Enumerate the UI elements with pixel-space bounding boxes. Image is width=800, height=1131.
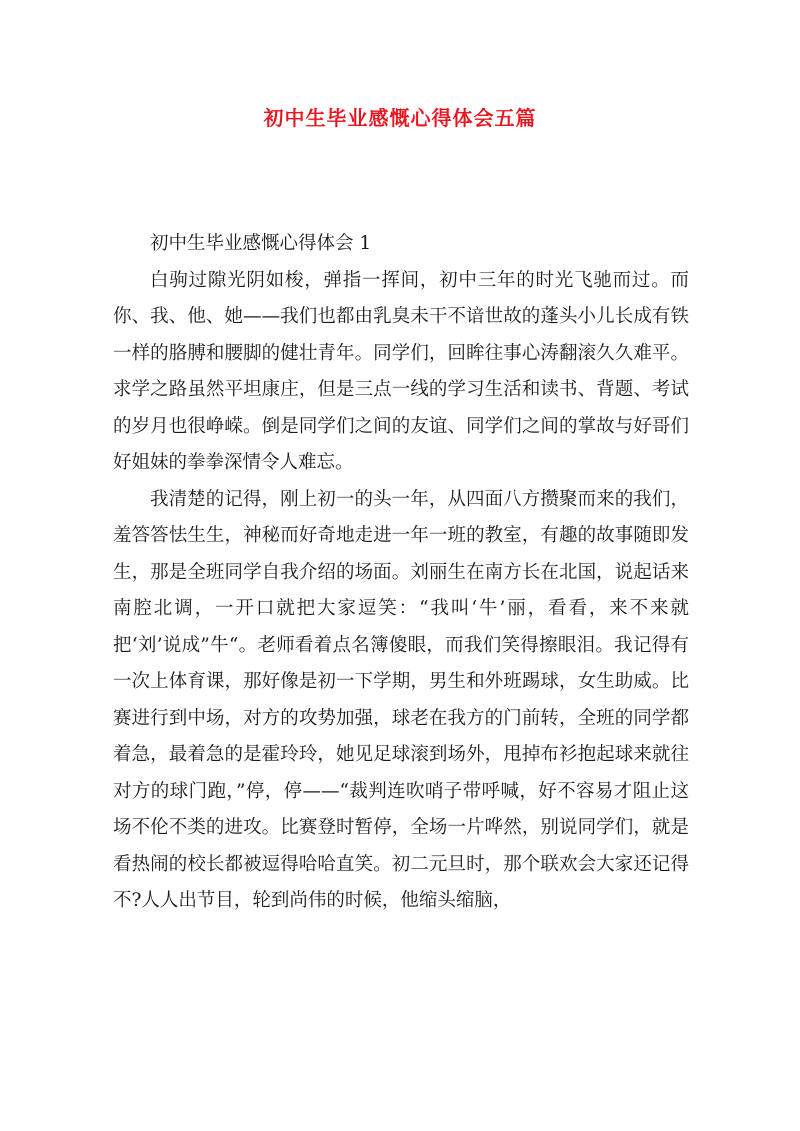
section-heading: 初中生毕业感慨心得体会 1	[150, 233, 372, 254]
paragraph-1: 白驹过隙光阴如梭，弹指一挥间，初中三年的时光飞驰而过。而你、我、他、她——我们也都由乳臭未干不谙世故的蓬头小儿长成有铁一样的胳膊和腰脚的健壮青年。同学们，回眸往事心涛翻滚久久难平。求学之路虽然平坦康庄，但是三点一线的学习生活和读书、背题、考试的岁月也很峥嵘。倒是同学们之间的友谊、同学们之间的掌故与好哥们好姐妹的拳拳深情令人难忘。	[113, 269, 689, 473]
document-title: 初中生毕业感慨心得体会五篇	[263, 106, 537, 130]
paragraph-2: 我清楚的记得，刚上初一的头一年，从四面八方攒聚而来的我们，羞答答怯生生，神秘而好奇地走进一年一班的教室，有趣的故事随即发生，那是全班同学自我介绍的场面。刘丽生在南方长在北国，说起话来南腔北调，一开口就把大家逗笑：“我叫‘牛’丽，看看，来不来就把‘刘’说成”牛“。老师看着点名簿傻眼，而我们笑得擦眼泪。我记得有一次上体育课，那好像是初一下学期，男生和外班踢球，女生助威。比赛进行到中场，对方的攻势加强，球老在我方的门前转，全班的同学都着急，最着急的是霍玲玲，她见足球滚到场外，甩掉布衫抱起球来就往对方的球门跑，”停，停——“裁判连吹哨子带呼喊，好不容易才阻止这场不伦不类的进攻。比赛登时暂停，全场一片哗然，别说同学们，就是看热闹的校长都被逗得哈哈直笑。初二元旦时，那个联欢会大家还记得不?人人出节目，轮到尚伟的时候，他缩头缩脑，	[113, 488, 689, 911]
document-body	[113, 226, 689, 920]
